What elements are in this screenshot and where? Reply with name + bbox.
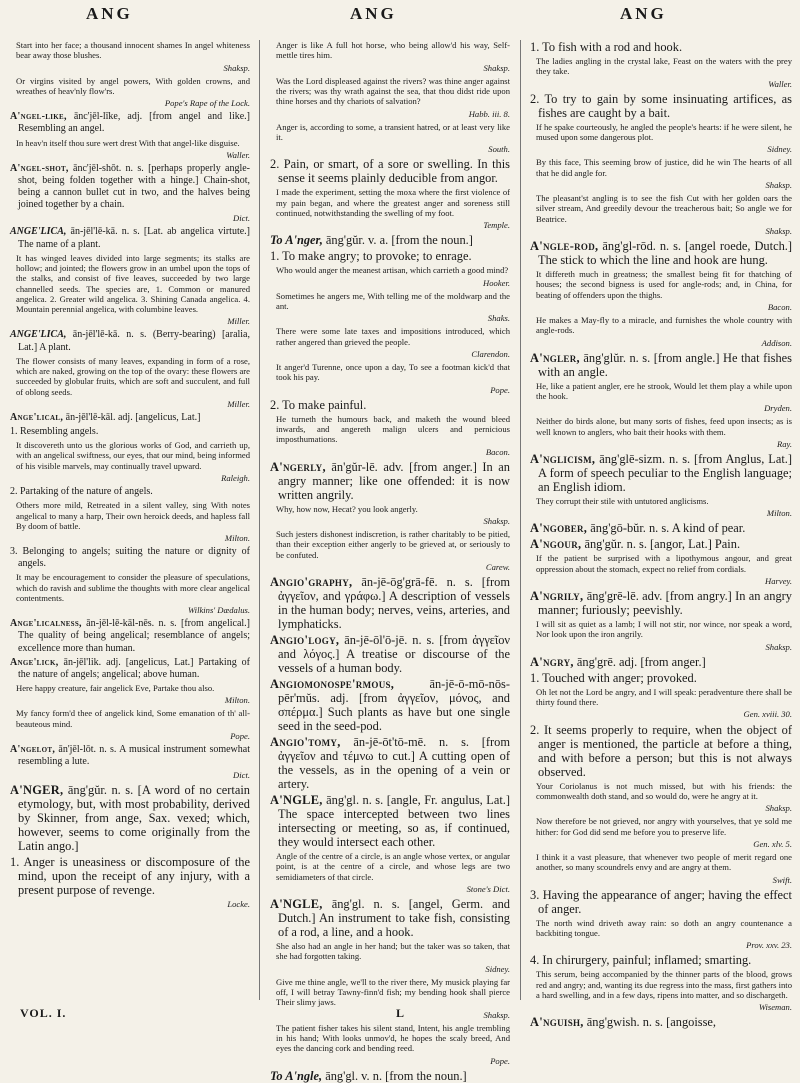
citation-source: Pope's Rape of the Lock. — [164, 98, 250, 109]
dictionary-entry — [270, 735, 510, 791]
citation-quote: It anger'd Turenne, once upon a day, To see a footman kick'd that took his pay. — [276, 362, 510, 383]
definition-text: ān-jēl'lē-kā. n. s. (Berry-bearing) [aralia, Lat.] A plant. — [18, 329, 250, 353]
headword: A'ngel-shot, — [10, 162, 69, 174]
headword: Ange'lical, — [10, 411, 64, 423]
headword: A'nguish, — [530, 1015, 584, 1030]
citation-quote: Here happy creature, fair angelick Eve, Partake thou also. — [16, 682, 215, 693]
citation-quote: By this face, This seeming brow of justice, did he win The hearts of all that he did angle for. — [536, 157, 792, 178]
citation-source: Gen. xviii. 30. — [743, 709, 792, 720]
citation-quote: Or virgins visited by angel powers, With golden crowns, and wreathes of heav'nly flow'rs. — [16, 75, 250, 96]
definition-text: āng'gŭr. n. s. [A word of no certain etymology, but, with most probability, derived by Skinner, from ange, Sax. vexed; which, however, seems to come originally from the Latin ango.] — [18, 783, 250, 854]
headword: A'ngour, — [530, 537, 582, 552]
citation-source: Dict. — [233, 213, 250, 224]
citation-source: Swift. — [772, 874, 792, 885]
signature-mark: L — [396, 1006, 405, 1020]
headword: ANGE'LICA, — [10, 329, 67, 341]
citation-source: Milton. — [224, 695, 250, 706]
dictionary-entry — [530, 953, 792, 967]
definition-text: ān-jēl'lē-kāl. adj. [angelicus, Lat.] — [63, 411, 201, 423]
dictionary-entry — [530, 888, 792, 916]
citation-source: Dryden. — [764, 403, 792, 414]
citation-quote: This serum, being accompanied by the thinner parts of the blood, grows red and angry; and, wanting its due regress into the mass, first gathers into a hard swelling, and in a few days, ripens into matter, and so dischargeth. — [536, 969, 792, 1000]
citation-source: Wilkins' Dædalus. — [188, 605, 250, 616]
dictionary-entry — [270, 633, 510, 675]
dictionary-entry — [10, 744, 250, 768]
definition-text: ān-jē-ōg'grā-fē. n. s. [from ἀγγεῖον, and γράφω.] A description of vessels in the human body; nerves, veins, arteries, and lymphaticks. — [278, 575, 510, 632]
dictionary-entry — [530, 351, 792, 379]
citation-quote: Oh let not the Lord be angry, and I will speak: peradventure there shall be thirty found there. — [536, 686, 792, 708]
definition-text: 2. To make painful. — [270, 397, 367, 412]
dictionary-entry — [270, 677, 510, 733]
definition-text: āng'gl-rōd. n. s. [angel roede, Dutch.] The stick to which the line and hook are hung. — [538, 239, 792, 268]
dictionary-entry — [530, 40, 792, 54]
dictionary-entry — [10, 657, 250, 681]
citation-quote: The flower consists of many leaves, expanding in form of a rose, which are naked, growing on the top of the ovary: these flowers are succeeded by globular fruits, which are soft and succulent, and full of oblong seeds. — [16, 355, 250, 397]
dictionary-entry — [270, 575, 510, 631]
definition-text: āng'gl. v. n. [from the noun.] — [322, 1068, 467, 1083]
dictionary-entry — [270, 233, 510, 247]
dictionary-entry — [10, 329, 250, 353]
citation-quote: The north wind driveth away rain: so doth an angry countenance a backbiting tongue. — [536, 917, 792, 938]
definition-text: āng'gō-bŭr. n. s. A kind of pear. — [587, 521, 746, 536]
definition-text: 1. Resembling angels. — [10, 426, 99, 438]
column-left — [10, 40, 250, 1000]
dictionary-entry — [270, 460, 510, 502]
dictionary-entry — [10, 226, 250, 250]
citation-quote: She also had an angle in her hand; but the taker was so taken, that she had forgotten taking. — [276, 941, 510, 962]
definition-text: āng'gŭr. v. a. [from the noun.] — [322, 233, 473, 248]
dictionary-entry — [10, 855, 250, 897]
definition-text: ān-jēl'lē-kā. n. s. [Lat. ab angelica virtute.] The name of a plant. — [18, 226, 250, 250]
citation-source: Shaksp. — [765, 225, 792, 236]
dictionary-entry — [530, 452, 792, 494]
headword: A'NGLE, — [270, 897, 323, 912]
definition-text: āng'gl. n. s. [angle, Fr. angulus, Lat.] The space intercepted between two lines intersecting or meeting, so as, if continued, they would intersect each other. — [278, 793, 510, 850]
definition-text: āng'glŭr. n. s. [from angle.] He that fishes with an angle. — [538, 350, 792, 379]
volume-label: VOL. I. — [20, 1006, 67, 1020]
definition-text: 1. Anger is uneasiness or discomposure of the mind, upon the receipt of any injury, with a present purpose of revenge. — [10, 855, 250, 898]
column-right — [530, 40, 792, 1030]
definition-text: ān-jē-ō-mō-nōs-pēr'mŭs. adj. [from ἀγγεῖον, μόνος, and σπέρμα.] Such plants as have but one single seed in the seed-pod. — [278, 677, 510, 734]
citation-source: Miller. — [227, 316, 250, 327]
headword: A'ngelot, — [10, 743, 56, 755]
citation-source: Addison. — [761, 337, 792, 348]
definition-text: 4. In chirurgery, painful; inflamed; smarting. — [530, 953, 752, 968]
definition-text: āng'gwish. n. s. [angoisse, — [583, 1015, 717, 1030]
headword: Angio'graphy, — [270, 575, 353, 590]
dictionary-entry — [10, 111, 250, 135]
citation-source: Shaksp. — [765, 803, 792, 814]
dictionary-entry — [270, 398, 510, 412]
definition-text: 2. It seems properly to require, when the object of anger is mentioned, the particle at before a thing, and with before a person; but this is not always observed. — [530, 722, 792, 779]
citation-quote: Give me thine angle, we'll to the river there, My musick playing far off, I will betray Tawny-finn'd fish; my bending hook shall pierce Their slimy jaws. — [276, 976, 510, 1008]
definition-text: ān'gŭr-lē. adv. [from anger.] In an angry manner; like one offended: it is now written angrily. — [278, 459, 510, 502]
dictionary-entry — [270, 157, 510, 185]
dictionary-entry — [530, 1015, 792, 1029]
definition-text: āng'gl. n. s. [angel, Germ. and Dutch.] An instrument to take fish, consisting of a rod, a line, and a hook. — [278, 897, 510, 940]
citation-source: Gen. xlv. 5. — [753, 838, 792, 849]
citation-source: Milton. — [766, 508, 792, 519]
citation-source: South. — [488, 144, 510, 155]
citation-quote: The ladies angling in the crystal lake, Feast on the waters with the prey they take. — [536, 56, 792, 77]
citation-quote: He turneth the humours back, and maketh the wound bleed inwards, and angereth malign ulcers and pernicious imposthumations. — [276, 413, 510, 445]
headword: To A'ngle, — [270, 1068, 323, 1083]
definition-text: ān'jēl-lōt. n. s. A musical instrument somewhat resembling a lute. — [18, 743, 250, 768]
dictionary-entry — [10, 486, 250, 498]
citation-source: Clarendon. — [471, 349, 510, 360]
column-middle — [270, 40, 510, 1083]
citation-quote: In heav'n itself thou sure wert drest With that angel-like disguise. — [16, 137, 240, 148]
headword: A'ngle-rod, — [530, 239, 599, 254]
citation-quote: There were some late taxes and impositions introduced, which rather angered than grieved the people. — [276, 326, 510, 347]
dictionary-entry — [270, 793, 510, 849]
citation-quote: The patient fisher takes his silent stand, Intent, his angle trembling in his hand; With looks unmov'd, he hopes the scaly breed, And eyes the dancing cork and bending reed. — [276, 1022, 510, 1054]
citation-source: Shaksp. — [765, 641, 792, 652]
definition-text: ān-jē-ōt'tō-mē. n. s. [from ἀγγεῖον and τέμνω to cut.] A cutting open of the vessels, as in the opening of a vein or artery. — [278, 735, 510, 792]
headword: Ange'licalness, — [10, 618, 82, 630]
citation-quote: The pleasant'st angling is to see the fish Cut with her golden oars the silver stream, And greedily devour the treacherous bait; So angle we for Beatrice. — [536, 193, 792, 224]
definition-text: āng'grē. adj. [from anger.] — [573, 654, 706, 669]
citation-source: Wiseman. — [758, 1002, 792, 1013]
citation-quote: It may be encouragement to consider the pleasure of speculations, which do ravish and sublime the thoughts with more clear angelical contentments. — [16, 572, 250, 603]
citation-source: Pope. — [490, 1055, 510, 1066]
dictionary-entry — [270, 1069, 510, 1083]
citation-quote: If he spake courteously, he angled the people's hearts: if he were silent, he mused upon some dangerous plot. — [536, 121, 792, 142]
definition-text: ān-jē-ōl'ō-jē. n. s. [from ἀγγεῖον and λόγος.] A treatise or discourse of the vessels of a human body. — [278, 633, 510, 676]
definition-text: ān-jēl'lik. adj. [angelicus, Lat.] Partaking of the nature of angels; angelical; above human. — [18, 656, 250, 680]
dictionary-entry — [530, 537, 792, 551]
citation-source: Shaksp. — [223, 62, 250, 73]
citation-quote: If the patient be surprised with a lipothymous angour, and great oppression about the stomach, expect no relief from cordials. — [536, 553, 792, 574]
citation-source: Stone's Dict. — [466, 884, 510, 895]
headword: A'ngry, — [530, 654, 574, 669]
headword: Angio'tomy, — [270, 735, 341, 750]
citation-source: Waller. — [768, 78, 792, 89]
definition-text: ānc'jēl-shōt. n. s. [perhaps properly angle-shot, being folden together with a hinge.] Chain-shot, being a cannon bullet cut in two, and the halves being joined together by a chain. — [18, 162, 250, 211]
citation-source: Hooker. — [483, 277, 510, 288]
running-head-left: ANG — [86, 4, 133, 23]
citation-quote: Neither do birds alone, but many sorts of fishes, feed upon insects; as is well known to anglers, who bait their hooks with them. — [536, 416, 792, 437]
dictionary-entry — [10, 163, 250, 211]
headword: Angio'logy, — [270, 633, 340, 648]
definition-text: ānc'jēl-līke, adj. [from angel and like.] Resembling an angel. — [18, 111, 250, 135]
citation-quote: He, like a patient angler, ere he strook, Would let them play a while upon the hook. — [536, 380, 792, 402]
dictionary-entry — [10, 412, 250, 424]
headword: A'ngler, — [530, 350, 580, 365]
definition-text: 2. To try to gain by some insinuating artifices, as fishes are caught by a bait. — [530, 91, 792, 120]
citation-source: Shaksp. — [483, 1009, 510, 1020]
headword: A'nglicism, — [530, 452, 596, 467]
dictionary-entry — [270, 897, 510, 939]
citation-quote: Anger is, according to some, a transient hatred, or at least very like it. — [276, 121, 510, 142]
definition-text: 1. To make angry; to provoke; to enrage. — [270, 249, 472, 264]
dictionary-entry — [530, 239, 792, 267]
column-divider — [259, 40, 260, 1000]
dictionary-entry — [10, 783, 250, 853]
headword: ANGE'LICA, — [10, 226, 67, 238]
citation-source: Carew. — [485, 562, 510, 573]
citation-source: Shaks. — [487, 313, 510, 324]
dictionary-entry — [10, 618, 250, 654]
definition-text: 2. Pain, or smart, of a sore or swelling. In this sense it seems plainly deducible from angor. — [270, 157, 510, 186]
dictionary-entry — [530, 671, 792, 685]
definition-text: ān-jēl-lē-kāl-nēs. n. s. [from angelical.] The quality of being angelical; resemblance of angels; excellence more than human. — [18, 618, 250, 654]
dictionary-entry — [530, 589, 792, 617]
dictionary-entry — [10, 426, 250, 438]
citation-quote: Sometimes he angers me, With telling me of the moldwarp and the ant. — [276, 290, 510, 312]
headword: To A'nger, — [270, 233, 323, 248]
citation-quote: Start into her face; a thousand innocent shames In angel whiteness bear away those blushes. — [16, 40, 250, 61]
column-divider — [520, 40, 521, 1000]
citation-quote: Angle of the centre of a circle, is an angle whose vertex, or angular point, is at the centre of a circle, and whose legs are two semidiameters of that circle. — [276, 851, 510, 882]
citation-quote: Was the Lord displeased against the rivers? was thine anger against the rivers; was thy wrath against the sea, that thou didst ride upon thine horses and thy chariots of salvation? — [276, 75, 510, 107]
citation-source: Habb. iii. 8. — [468, 108, 510, 119]
headword: A'ngel-like, — [10, 111, 67, 123]
citation-quote: It has winged leaves divided into large segments; its stalks are hollow; and jointed; the flowers grow in an umbel upon the tops of the stalks, and consist of five leaves, succeeded by two large channelled seeds. The species are, 1. Common or manured angelica. 2. Greater wild angelica. 3. Shining Canada angelica. 4. Mountain perennial angelica, with columbine leaves. — [16, 252, 250, 315]
citation-source: Sidney. — [485, 963, 510, 974]
definition-text: 1. To fish with a rod and hook. — [530, 40, 683, 54]
headword: A'ngerly, — [270, 459, 326, 474]
citation-quote: Others more mild, Retreated in a silent valley, sing With notes angelical to many a harp, Their own heroick deeds, and hapless fall By doom of battle. — [16, 500, 250, 531]
headword: A'ngober, — [530, 521, 588, 536]
citation-quote: Who would anger the meanest artisan, which carrieth a good mind? — [276, 265, 509, 276]
citation-quote: I think it a vast pleasure, that whenever two people of merit regard one another, so many scoundrels envy and are angry at them. — [536, 851, 792, 873]
definition-text: 1. Touched with anger; provoked. — [530, 670, 697, 685]
citation-source: Ray. — [776, 439, 792, 449]
citation-quote: Why, how now, Hecat? you look angerly. — [276, 503, 418, 514]
headword: A'NGLE, — [270, 793, 323, 808]
headword: Ange'lick, — [10, 656, 59, 668]
citation-quote: It discovereth unto us the glorious works of God, and carrieth up, with an angelical swiftness, our eyes, that our mind, being informed of his visible marvels, may continually travel upward. — [16, 440, 250, 471]
dictionary-entry — [10, 546, 250, 570]
citation-quote: Now therefore be not grieved, nor angry with yourselves, that ye sold me hither: for God did send me before you to preserve life. — [536, 816, 792, 837]
dictionary-entry — [530, 723, 792, 779]
citation-quote: Anger is like A full hot horse, who being allow'd his way, Self-mettle tires him. — [276, 40, 510, 61]
citation-source: Harvey. — [765, 576, 792, 587]
running-head-right: ANG — [620, 4, 667, 23]
citation-source: Shaksp. — [483, 516, 510, 527]
citation-source: Sidney. — [767, 144, 792, 155]
definition-text: 3. Having the appearance of anger; having the effect of anger. — [530, 887, 792, 916]
citation-source: Pope. — [490, 384, 510, 395]
citation-quote: They corrupt their stile with untutored anglicisms. — [536, 496, 709, 507]
citation-source: Prov. xxv. 23. — [746, 940, 792, 951]
dictionary-entry — [530, 655, 792, 669]
citation-source: Miller. — [227, 398, 250, 409]
citation-quote: Your Coriolanus is not much missed, but with his friends: the commonwealth doth stand, and so would do, were he angry at it. — [536, 780, 792, 801]
definition-text: 2. Partaking of the nature of angels. — [10, 486, 153, 498]
definition-text: āng'grē-lē. adv. [from angry.] In an angry manner; furiously; peevishly. — [538, 589, 792, 618]
running-head-center: ANG — [350, 4, 397, 23]
citation-source: Pope. — [230, 730, 250, 741]
definition-text: 3. Belonging to angels; suiting the nature or dignity of angels. — [10, 546, 250, 570]
citation-source: Dict. — [233, 770, 250, 781]
citation-source: Milton. — [224, 533, 250, 544]
citation-quote: I will sit as quiet as a lamb; I will not stir, nor wince, nor speak a word, Nor look upon the iron angrily. — [536, 619, 792, 640]
headword: A'NGER, — [10, 783, 64, 798]
citation-source: Waller. — [226, 149, 250, 160]
definition-text: āng'gŭr. n. s. [angor, Lat.] Pain. — [581, 537, 741, 552]
headword: A'ngrily, — [530, 589, 584, 604]
citation-quote: He makes a May-fly to a miracle, and furnishes the whole country with angle-rods. — [536, 315, 792, 336]
citation-source: Shaksp. — [765, 179, 792, 190]
citation-source: Shaksp. — [483, 62, 510, 73]
headword: Angiomonospe'rmous, — [270, 677, 395, 692]
definition-text: āng'glē-sizm. n. s. [from Anglus, Lat.] A form of speech peculiar to the English language; an English idiom. — [538, 452, 792, 495]
citation-source: Temple. — [483, 220, 510, 231]
citation-source: Bacon. — [767, 301, 792, 312]
dictionary-entry — [530, 92, 792, 120]
citation-quote: My fancy form'd thee of angelick kind, Some emanation of th' all-beauteous mind. — [16, 708, 250, 729]
citation-quote: It differeth much in greatness; the smallest being fit for thatching of houses; the second bigness is used for angle-rods; and, in China, for beating of offenders upon the thighs. — [536, 269, 792, 300]
citation-source: Raleigh. — [221, 473, 250, 484]
dictionary-entry — [530, 521, 792, 535]
citation-quote: Such jesters dishonest indiscretion, is rather charitably to be pitied, than their exception either angerly to be grieved at, or seriously to be confuted. — [276, 529, 510, 560]
citation-quote: I made the experiment, setting the moxa where the first violence of my pain began, and where the greatest anger and soreness still continued, notwithstanding the swelling of my foot. — [276, 187, 510, 218]
citation-source: Locke. — [227, 899, 250, 910]
citation-source: Bacon. — [485, 446, 510, 457]
dictionary-entry — [270, 249, 510, 263]
